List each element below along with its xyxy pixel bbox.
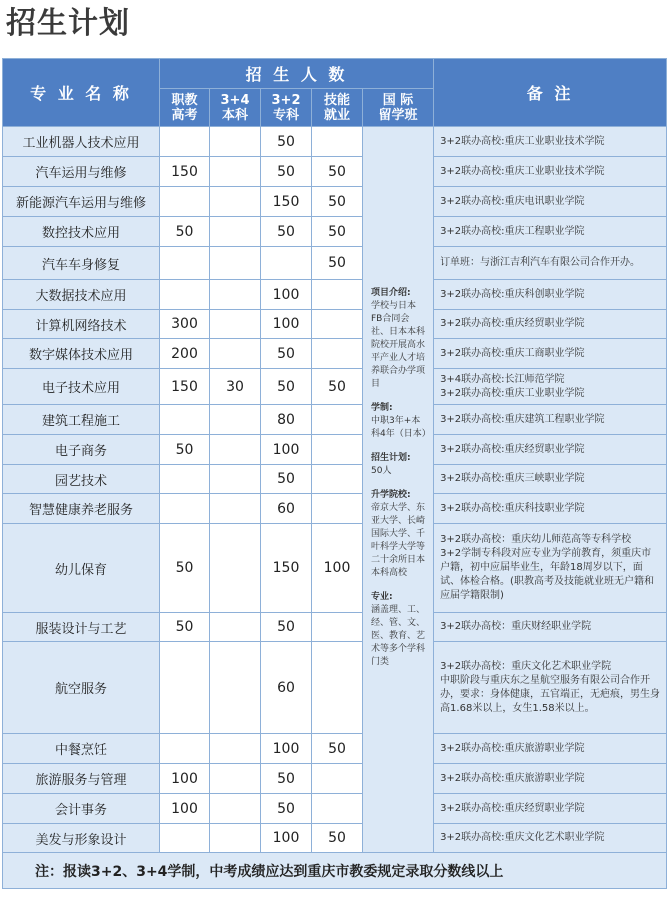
intl-program-info xyxy=(363,127,434,853)
enroll-count xyxy=(210,642,261,734)
enroll-count: 50 xyxy=(312,217,363,247)
enroll-count: 150 xyxy=(261,187,312,217)
table-row xyxy=(3,824,667,853)
table-row xyxy=(3,310,667,339)
remark-note: 3+2联办高校:重庆经贸职业学院 xyxy=(434,435,667,465)
major-name: 建筑工程施工 xyxy=(3,405,160,435)
enroll-count xyxy=(210,339,261,369)
enroll-count xyxy=(210,613,261,642)
enroll-count xyxy=(312,339,363,369)
intl-label: 招生计划: xyxy=(371,453,411,463)
enroll-count xyxy=(210,734,261,764)
intl-text: 中职3年+本科4年（日本） xyxy=(371,416,431,439)
table-row xyxy=(3,435,667,465)
enroll-count: 100 xyxy=(312,524,363,613)
enroll-count xyxy=(210,405,261,435)
table-row xyxy=(3,465,667,494)
table-row xyxy=(3,764,667,794)
enroll-count: 100 xyxy=(160,794,210,824)
remark-note: 3+2联办高校:重庆科技职业学院 xyxy=(434,494,667,524)
remark-note: 订单班：与浙江吉利汽车有限公司合作开办。 xyxy=(434,247,667,280)
table-row xyxy=(3,187,667,217)
remark-note: 3+4联办高校:长江师范学院 3+2联办高校:重庆工业职业学院 xyxy=(434,369,667,405)
enroll-count xyxy=(312,764,363,794)
table-row xyxy=(3,247,667,280)
enroll-count xyxy=(312,280,363,310)
header-col: 职教 高考 xyxy=(160,89,210,127)
enroll-count: 50 xyxy=(261,217,312,247)
table-row xyxy=(3,494,667,524)
remark-note: 3+2联办高校:重庆工业职业技术学院 xyxy=(434,127,667,157)
intl-label: 升学院校: xyxy=(371,490,411,500)
major-name: 汽车车身修复 xyxy=(3,247,160,280)
enroll-count: 60 xyxy=(261,494,312,524)
remark-note: 3+2联办高校：重庆幼儿师范高等专科学校 3+2学制专科段对应专业为学前教育，须重庆市户籍，初中应届毕业生，年龄18周岁以下，面试、体检合格。(职教高考及技能就业班无户籍和应届学籍限制) xyxy=(434,524,667,613)
enroll-count: 30 xyxy=(210,369,261,405)
remark-note: 3+2联办高校:重庆旅游职业学院 xyxy=(434,734,667,764)
enroll-count xyxy=(160,280,210,310)
enroll-count: 50 xyxy=(261,369,312,405)
enroll-count xyxy=(210,764,261,794)
table-row xyxy=(3,339,667,369)
major-name: 幼儿保育 xyxy=(3,524,160,613)
enroll-count: 100 xyxy=(261,734,312,764)
enroll-count xyxy=(312,613,363,642)
enroll-count: 100 xyxy=(160,764,210,794)
major-name: 中餐烹饪 xyxy=(3,734,160,764)
enroll-count: 50 xyxy=(261,465,312,494)
major-name: 电子技术应用 xyxy=(3,369,160,405)
remark-note: 3+2联办高校:重庆工程职业学院 xyxy=(434,217,667,247)
major-name: 智慧健康养老服务 xyxy=(3,494,160,524)
enroll-count: 150 xyxy=(160,369,210,405)
enroll-count xyxy=(312,310,363,339)
enroll-count: 50 xyxy=(261,127,312,157)
enroll-count: 100 xyxy=(261,280,312,310)
enroll-count: 100 xyxy=(261,310,312,339)
enroll-count xyxy=(160,824,210,853)
enroll-count: 150 xyxy=(261,524,312,613)
enroll-count xyxy=(312,435,363,465)
enroll-count xyxy=(210,494,261,524)
table-row xyxy=(3,405,667,435)
table-row xyxy=(3,613,667,642)
table-row xyxy=(3,524,667,613)
enroll-count: 50 xyxy=(312,187,363,217)
major-name: 服装设计与工艺 xyxy=(3,613,160,642)
enroll-count: 300 xyxy=(160,310,210,339)
intl-label: 学制: xyxy=(371,403,393,413)
major-name: 航空服务 xyxy=(3,642,160,734)
intl-text: 帝京大学、东亚大学、长崎国际大学、千叶科学大学等二十余所日本本科高校 xyxy=(371,503,426,578)
major-name: 会计事务 xyxy=(3,794,160,824)
enroll-count: 50 xyxy=(160,435,210,465)
remark-note: 3+2联办高校:重庆文化艺术职业学院 xyxy=(434,824,667,853)
remark-note: 3+2联办高校:重庆经贸职业学院 xyxy=(434,310,667,339)
header-col: 技能 就业 xyxy=(312,89,363,127)
remark-note: 3+2联办高校：重庆文化艺术职业学院 中职阶段与重庆东之星航空服务有限公司合作开办，要求：身体健康，五官端正，无疤痕，男生身高1.68米以上，女生1.58米以上。 xyxy=(434,642,667,734)
enroll-count xyxy=(210,280,261,310)
enroll-count: 50 xyxy=(160,524,210,613)
table-row xyxy=(3,369,667,405)
table-row xyxy=(3,127,667,157)
enroll-count: 150 xyxy=(160,157,210,187)
enroll-count: 60 xyxy=(261,642,312,734)
intl-label: 项目介绍: xyxy=(371,288,411,298)
enroll-count xyxy=(210,247,261,280)
table-row xyxy=(3,157,667,187)
enroll-count xyxy=(210,127,261,157)
enroll-count xyxy=(160,187,210,217)
remark-note: 3+2联办高校:重庆电讯职业学院 xyxy=(434,187,667,217)
intl-text: 涵盖理、工、经、管、文、医、教育、艺术等多个学科门类 xyxy=(371,605,426,667)
remark-note: 3+2联办高校:重庆建筑工程职业学院 xyxy=(434,405,667,435)
enroll-count xyxy=(160,465,210,494)
remark-note: 3+2联办高校:重庆旅游职业学院 xyxy=(434,764,667,794)
footer-note: 注：报读3+2、3+4学制，中考成绩应达到重庆市教委规定录取分数线以上 xyxy=(3,853,667,889)
enroll-count xyxy=(160,642,210,734)
enroll-count xyxy=(312,127,363,157)
enroll-count: 80 xyxy=(261,405,312,435)
intl-label: 专业: xyxy=(371,592,393,602)
enroll-count: 50 xyxy=(160,217,210,247)
enrollment-plan-table xyxy=(2,58,667,889)
enroll-count xyxy=(210,187,261,217)
enroll-count xyxy=(312,465,363,494)
table-row xyxy=(3,217,667,247)
enroll-count xyxy=(312,494,363,524)
enroll-count: 50 xyxy=(312,824,363,853)
major-name: 美发与形象设计 xyxy=(3,824,160,853)
table-row xyxy=(3,642,667,734)
enroll-count: 50 xyxy=(312,247,363,280)
remark-note: 3+2联办高校:重庆经贸职业学院 xyxy=(434,794,667,824)
enroll-count xyxy=(160,734,210,764)
enroll-count: 50 xyxy=(312,734,363,764)
remark-note: 3+2联办高校：重庆财经职业学院 xyxy=(434,613,667,642)
remark-note: 3+2联办高校:重庆工商职业学院 xyxy=(434,339,667,369)
enroll-count: 100 xyxy=(261,824,312,853)
intl-text: 50人 xyxy=(371,466,392,476)
enroll-count xyxy=(312,794,363,824)
table-row xyxy=(3,734,667,764)
enroll-count: 100 xyxy=(261,435,312,465)
header-col: 3+2 专科 xyxy=(261,89,312,127)
header-enroll: 招 生 人 数 xyxy=(160,59,434,89)
major-name: 园艺技术 xyxy=(3,465,160,494)
major-name: 计算机网络技术 xyxy=(3,310,160,339)
enroll-count xyxy=(210,524,261,613)
enroll-count xyxy=(160,405,210,435)
enroll-count xyxy=(160,247,210,280)
remark-note: 3+2联办高校:重庆科创职业学院 xyxy=(434,280,667,310)
page-title: 招生计划 xyxy=(6,6,130,41)
enroll-count xyxy=(160,494,210,524)
header-col: 国 际 留学班 xyxy=(363,89,434,127)
enroll-count xyxy=(160,127,210,157)
major-name: 大数据技术应用 xyxy=(3,280,160,310)
enroll-count: 50 xyxy=(312,157,363,187)
major-name: 新能源汽车运用与维修 xyxy=(3,187,160,217)
enroll-count xyxy=(210,465,261,494)
enroll-count xyxy=(210,310,261,339)
enroll-count: 50 xyxy=(312,369,363,405)
remark-note: 3+2联办高校:重庆三峡职业学院 xyxy=(434,465,667,494)
enroll-count: 50 xyxy=(261,613,312,642)
enroll-count: 50 xyxy=(261,157,312,187)
major-name: 旅游服务与管理 xyxy=(3,764,160,794)
major-name: 工业机器人技术应用 xyxy=(3,127,160,157)
enroll-count xyxy=(210,217,261,247)
enroll-count: 50 xyxy=(261,339,312,369)
enroll-count: 50 xyxy=(160,613,210,642)
major-name: 数字媒体技术应用 xyxy=(3,339,160,369)
major-name: 汽车运用与维修 xyxy=(3,157,160,187)
major-name: 数控技术应用 xyxy=(3,217,160,247)
enroll-count xyxy=(312,405,363,435)
remark-note: 3+2联办高校:重庆工业职业技术学院 xyxy=(434,157,667,187)
header-col: 3+4 本科 xyxy=(210,89,261,127)
enroll-count xyxy=(210,435,261,465)
enroll-count xyxy=(312,642,363,734)
major-name: 电子商务 xyxy=(3,435,160,465)
enroll-count: 200 xyxy=(160,339,210,369)
table-row xyxy=(3,794,667,824)
header-major: 专 业 名 称 xyxy=(3,59,160,127)
header-remark: 备 注 xyxy=(434,59,667,127)
enroll-count xyxy=(210,157,261,187)
intl-text: 学校与日本FB合同会社、日本本科院校开展高水平产业人才培养联合办学项目 xyxy=(371,301,426,389)
enroll-count xyxy=(261,247,312,280)
enroll-count: 50 xyxy=(261,794,312,824)
enroll-count xyxy=(210,794,261,824)
enroll-count xyxy=(210,824,261,853)
table-row xyxy=(3,280,667,310)
enroll-count: 50 xyxy=(261,764,312,794)
